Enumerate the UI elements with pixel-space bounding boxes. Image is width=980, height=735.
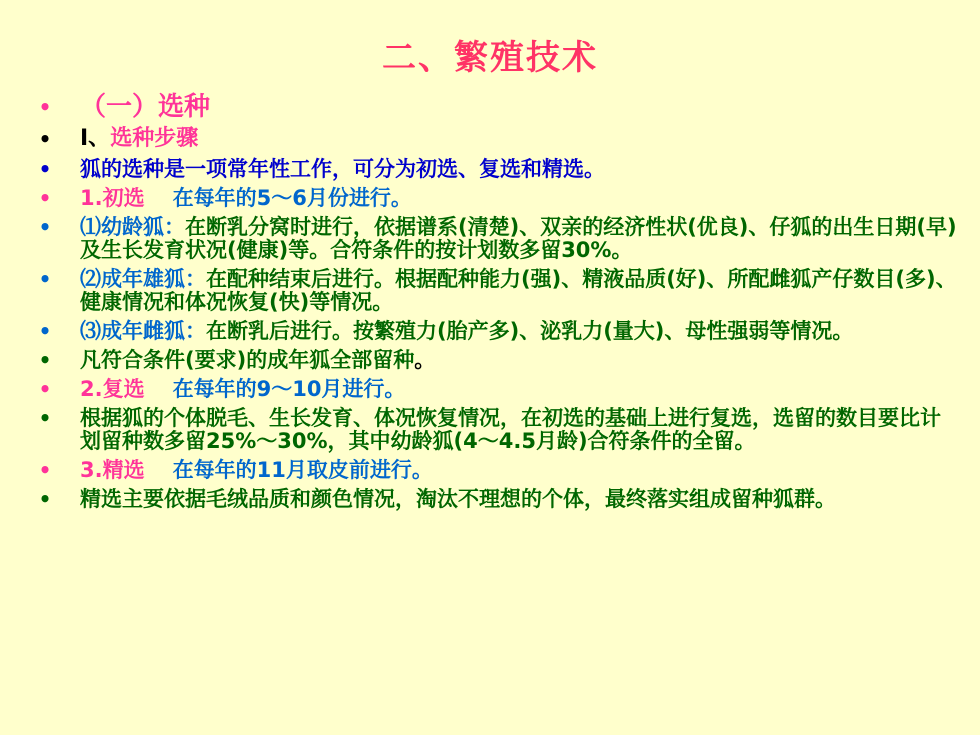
- bullet-icon: •: [38, 95, 52, 119]
- bullet-icon: •: [38, 215, 52, 239]
- item-label: ⑵成年雄狐：: [80, 267, 206, 291]
- bullet-icon: •: [38, 348, 52, 372]
- step-label: 2.复选: [80, 377, 145, 401]
- list-item-reselection: [38, 378, 958, 401]
- list-item-primary-selection: [38, 187, 958, 210]
- list-item-section-heading: [38, 92, 958, 122]
- intro-text: 狐的选种是一项常年性工作，可分为初选、复选和精选。: [80, 157, 605, 181]
- subheading-number: Ⅰ、: [80, 126, 111, 151]
- bullet-icon: •: [38, 377, 52, 401]
- step-timing: 在每年的9～10月进行。: [172, 377, 406, 401]
- item-label: ⑴幼龄狐：: [80, 215, 185, 239]
- item-text: 精选主要依据毛绒品质和颜色情况，淘汰不理想的个体，最终落实组成留种狐群。: [80, 487, 836, 511]
- section-heading: （一）选种: [80, 92, 211, 122]
- step-label: 3.精选: [80, 458, 145, 482]
- bullet-icon: •: [38, 157, 52, 181]
- bullet-icon: •: [38, 319, 52, 343]
- step-label: 1.初选: [80, 186, 145, 210]
- item-text: 凡符合条件(要求)的成年狐全部留种: [80, 348, 415, 372]
- list-item-intro: [38, 158, 958, 181]
- item-tail: 。: [414, 348, 436, 372]
- item-text: 根据狐的个体脱毛、生长发育、体况恢复情况，在初选的基础上进行复选，选留的数目要比计划留种数多留25%～30%，其中幼龄狐(4～4.5月龄)合符条件的全留。: [80, 406, 941, 453]
- subheading-label: 选种步骤: [110, 126, 199, 151]
- bullet-icon: •: [38, 487, 52, 511]
- list-item-final-selection: [38, 459, 958, 482]
- item-text: 在断乳后进行。按繁殖力(胎产多)、泌乳力(量大)、母性强弱等情况。: [206, 319, 854, 343]
- bullet-icon: •: [38, 406, 52, 430]
- bullet-list: [38, 92, 958, 517]
- list-item-adult-male: [38, 268, 958, 314]
- step-timing: 在每年的11月取皮前进行。: [172, 458, 433, 482]
- item-label: ⑶成年雌狐：: [80, 319, 206, 343]
- slide-title: 二、繁殖技术: [382, 38, 598, 78]
- step-timing: 在每年的5～6月份进行。: [172, 186, 412, 210]
- list-item-subheading: [38, 126, 958, 152]
- item-text: 在断乳分窝时进行，依据谱系(清楚)、双亲的经济性状(优良)、仔狐的出生日期(早)及生长发育状况(健康)等。合符条件的按计划数多留30%。: [80, 215, 957, 262]
- bullet-icon: •: [38, 458, 52, 482]
- list-item-reselection-detail: [38, 407, 958, 453]
- list-item-all-qualified: [38, 349, 958, 372]
- list-item-final-detail: [38, 488, 958, 511]
- item-text: 在配种结束后进行。根据配种能力(强)、精液品质(好)、所配雌狐产仔数目(多)、健康情况和体况恢复(快)等情况。: [80, 267, 957, 314]
- bullet-icon: •: [38, 267, 52, 291]
- list-item-adult-female: [38, 320, 958, 343]
- bullet-icon: •: [38, 127, 52, 151]
- bullet-icon: •: [38, 186, 52, 210]
- list-item-young-fox: [38, 216, 958, 262]
